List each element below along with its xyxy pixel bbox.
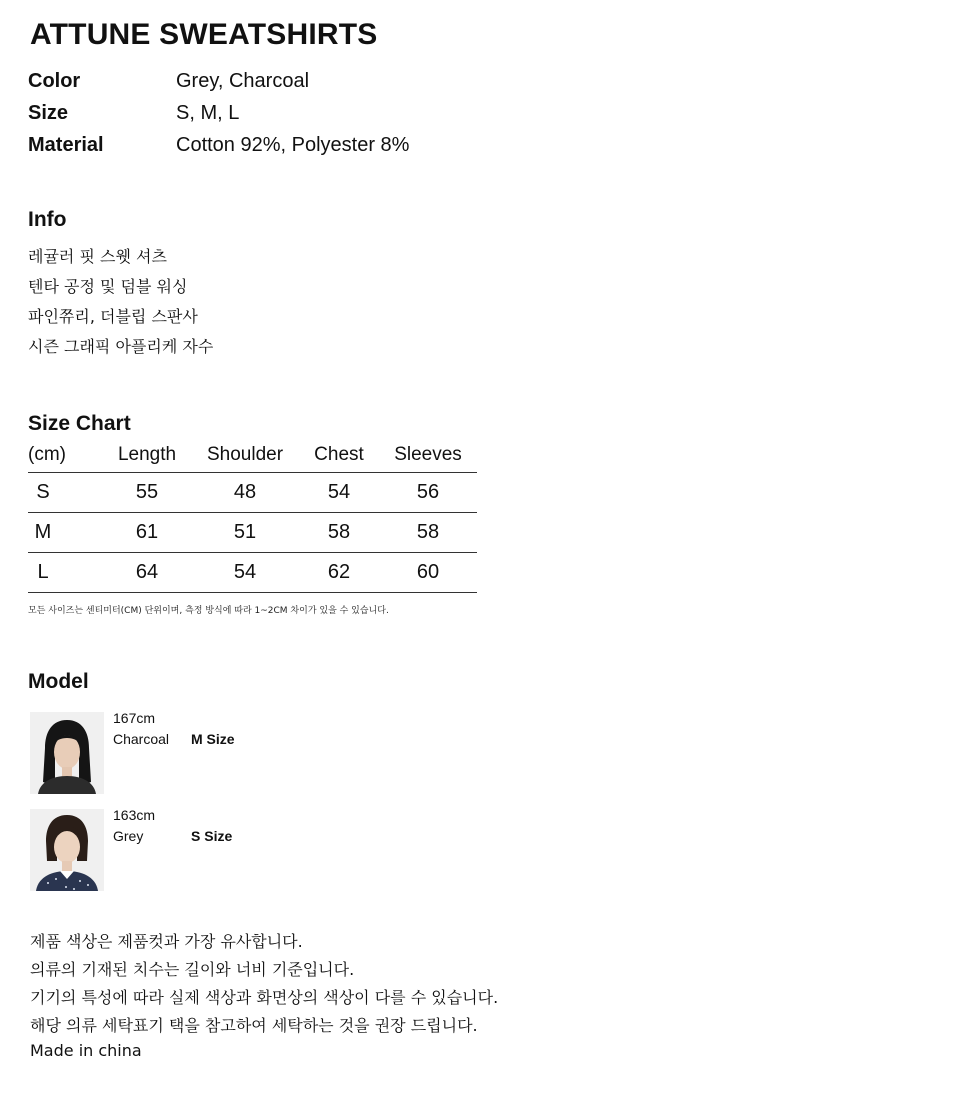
model-photo: [30, 809, 104, 891]
table-cell: 58: [416, 521, 440, 543]
header-cell-sleeves: Sleeves: [394, 444, 462, 465]
table-cell: 56: [416, 481, 440, 503]
table-cell: 58: [327, 521, 351, 543]
model-height: 163cm: [113, 807, 156, 823]
model-color: Grey: [113, 828, 144, 844]
spec-label: Material: [28, 134, 104, 156]
table-header-row: [28, 440, 477, 473]
size-chart-table: [28, 440, 477, 593]
info-line: 파인쮸리, 더블립 스판사: [28, 307, 198, 326]
model-color: Charcoal: [113, 731, 170, 747]
spec-value: Cotton 92%, Polyester 8%: [176, 134, 410, 156]
footer-line: 제품 색상은 제품컷과 가장 유사합니다.: [30, 932, 303, 951]
info-line: 텐타 공정 및 덤블 워싱: [28, 277, 188, 296]
info-section-title: Info: [28, 208, 67, 231]
table-row: [28, 553, 477, 593]
spec-value: S, M, L: [176, 102, 240, 124]
table-cell: 60: [416, 561, 440, 583]
model-height: 167cm: [113, 710, 156, 726]
header-cell-shoulder: Shoulder: [206, 444, 284, 465]
info-line: 레귤러 핏 스웻 셔츠: [28, 247, 167, 266]
table-row: [28, 473, 477, 513]
spec-label: Size: [28, 102, 69, 124]
footer-line: 기기의 특성에 따라 실제 색상과 화면상의 색상이 다를 수 있습니다.: [30, 988, 499, 1007]
table-cell: 55: [135, 481, 159, 503]
table-cell: 54: [327, 481, 351, 503]
table-cell: 54: [233, 561, 257, 583]
table-cell: 51: [233, 521, 257, 543]
spec-label: Color: [28, 70, 81, 92]
model-section-title: Model: [28, 670, 89, 693]
spec-value: Grey, Charcoal: [176, 70, 310, 92]
table-cell: 61: [135, 521, 159, 543]
made-in-label: Made in china: [30, 1041, 142, 1060]
info-line: 시즌 그래픽 아플리케 자수: [28, 337, 214, 356]
header-cell-chest: Chest: [314, 444, 364, 465]
size-chart-title: Size Chart: [28, 412, 131, 435]
table-cell: 64: [135, 561, 159, 583]
model-size: M Size: [191, 731, 235, 747]
product-title: ATTUNE SWEATSHIRTS: [30, 18, 378, 51]
table-cell: L: [37, 561, 49, 583]
footer-line: 의류의 기재된 치수는 길이와 너비 기준입니다.: [30, 960, 355, 979]
model-photo: [30, 712, 104, 794]
header-cell-length: Length: [117, 444, 177, 465]
table-cell: S: [36, 481, 50, 503]
table-cell: 48: [233, 481, 257, 503]
footer-line: 해당 의류 세탁표기 택을 참고하여 세탁하는 것을 권장 드립니다.: [30, 1016, 478, 1035]
table-row: [28, 513, 477, 553]
header-cell-unit: (cm): [28, 444, 66, 465]
model-size: S Size: [191, 828, 233, 844]
table-cell: M: [34, 521, 52, 543]
table-cell: 62: [327, 561, 351, 583]
size-chart-note: 모든 사이즈는 센티미터(CM) 단위이며, 측정 방식에 따라 1~2CM 차이가 있을 수 있습니다.: [28, 606, 389, 616]
